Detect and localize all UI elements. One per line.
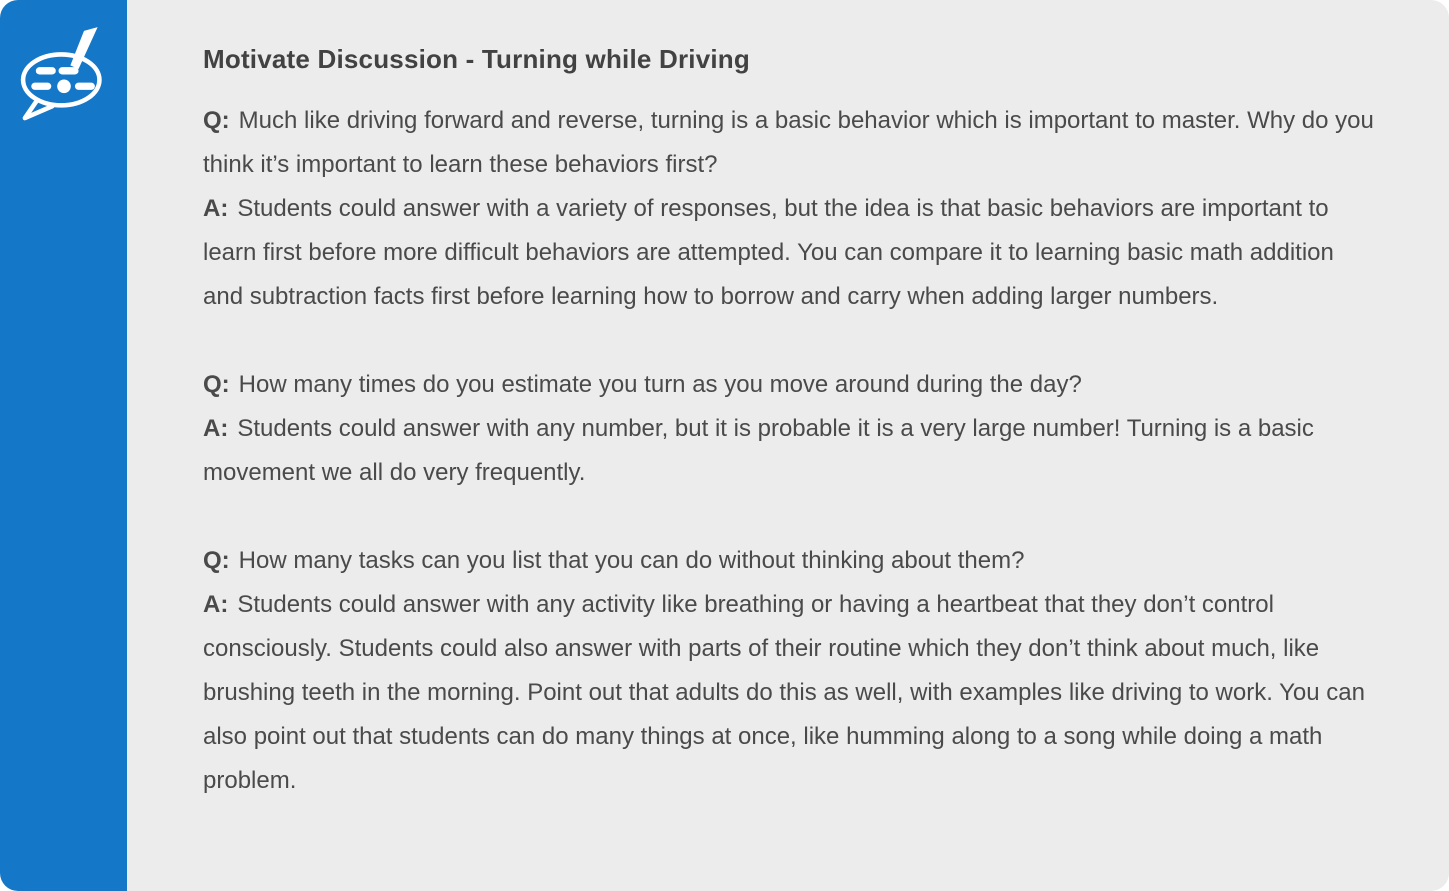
answer-text: Students could answer with any activity like breathing or having a heartbeat that they don’t control consciously. Students could also answer with parts of their routine which they don’t think about much, like brushing teeth in the morning. Point out that adults do this as well, with examples like driving to work. You can also point out that students can do many things at once, like humming along to a song while doing a math problem. — [203, 591, 1365, 794]
accent-rail — [0, 0, 127, 891]
question-line — [203, 539, 1375, 583]
question-label: Q: — [203, 547, 230, 574]
card-content — [127, 0, 1449, 891]
answer-label: A: — [203, 591, 229, 618]
qa-block-1 — [203, 99, 1375, 319]
question-label: Q: — [203, 371, 230, 398]
question-line — [203, 363, 1375, 407]
question-text: Much like driving forward and reverse, turning is a basic behavior which is important to master. Why do you think it’s important to learn these behaviors first? — [203, 107, 1374, 178]
qa-block-2 — [203, 363, 1375, 495]
answer-text: Students could answer with any number, but it is probable it is a very large number! Turning is a basic movement we all do very frequently. — [203, 415, 1314, 486]
answer-line — [203, 407, 1375, 495]
page-title: Motivate Discussion - Turning while Driving — [203, 44, 750, 74]
answer-label: A: — [203, 195, 229, 222]
question-text: How many times do you estimate you turn as you move around during the day? — [238, 371, 1082, 398]
question-text: How many tasks can you list that you can do without thinking about them? — [238, 547, 1025, 574]
answer-text: Students could answer with a variety of responses, but the idea is that basic behaviors are important to learn first before more difficult behaviors are attempted. You can compare it to learning basic math addition and subtraction facts first before learning how to borrow and carry when adding larger numbers. — [203, 195, 1334, 310]
discussion-speech-bubble-icon — [14, 26, 114, 122]
question-line — [203, 99, 1375, 187]
answer-line — [203, 583, 1375, 803]
answer-label: A: — [203, 415, 229, 442]
qa-block-3 — [203, 539, 1375, 803]
answer-line — [203, 187, 1375, 319]
question-label: Q: — [203, 107, 230, 134]
